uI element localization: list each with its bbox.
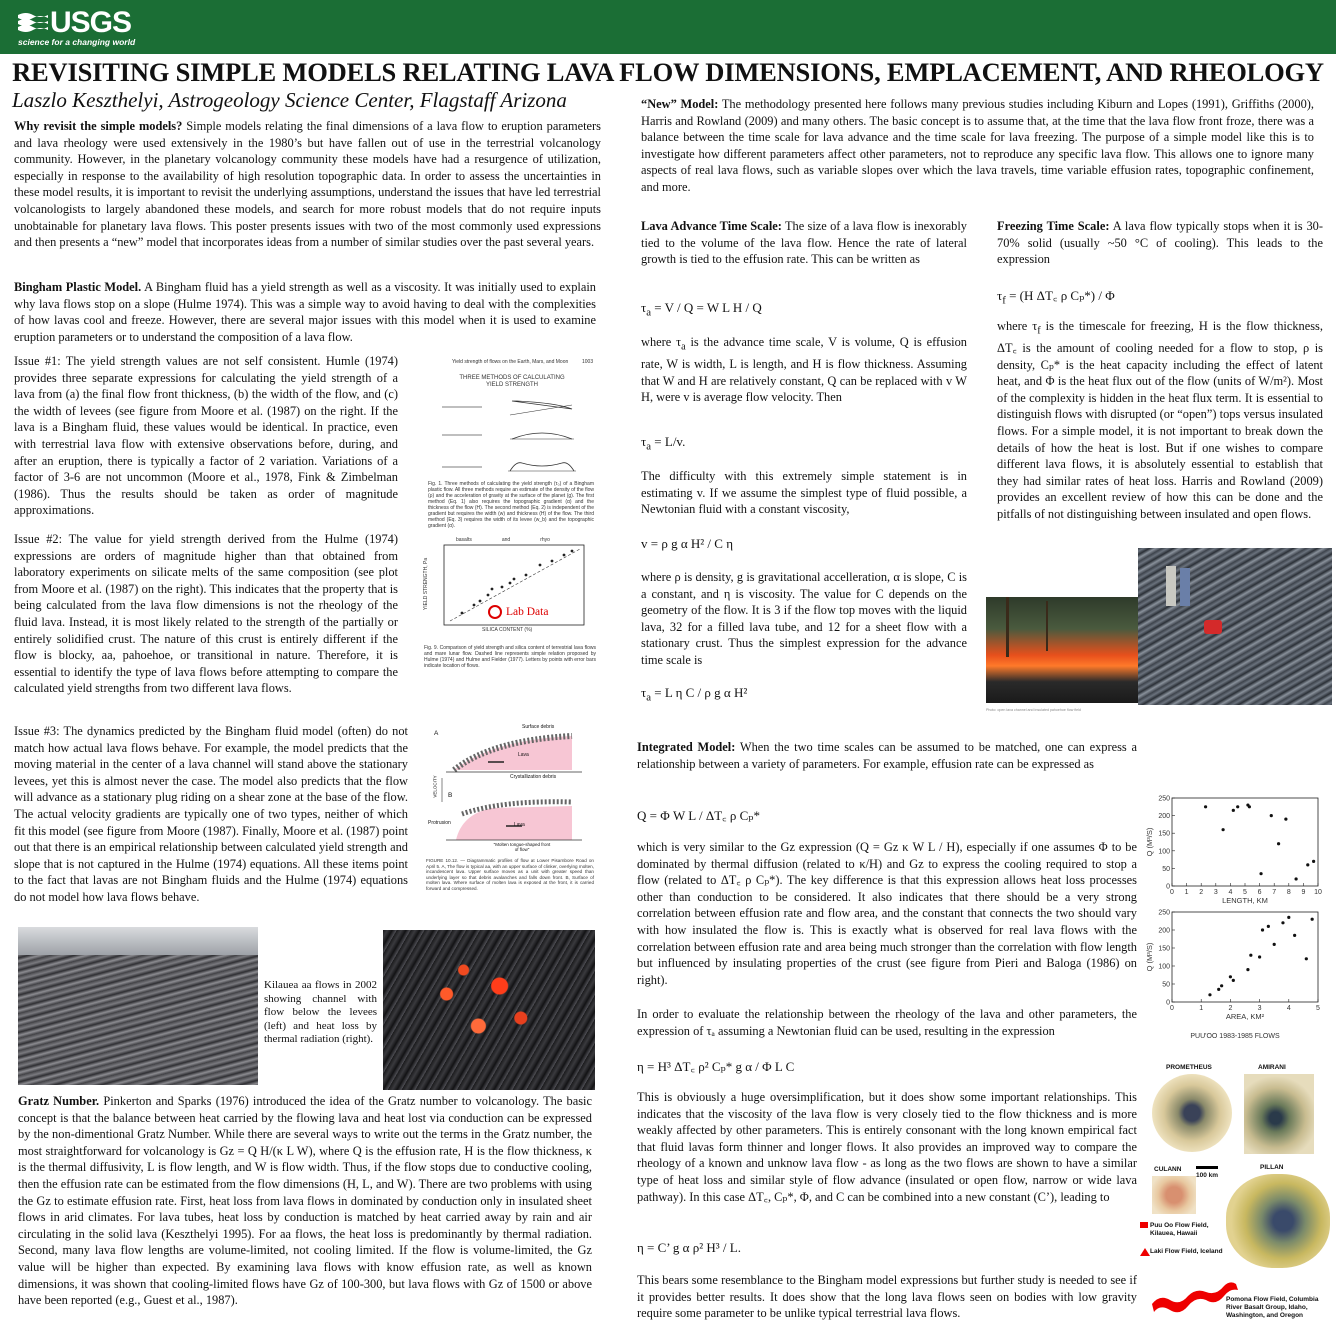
data-point [1208, 993, 1211, 996]
photo-aa-channel [18, 927, 258, 1085]
fig2-caption: Fig. 9. Comparison of yield strength and silica content of terrestrial lava flows and mare lunar flow. Dashed line represents simple relation proposed by Hulme (1974) and Hulme and Fielder (1977). Letters by points with error bars indicate location of flows. [424, 645, 596, 669]
advance-eq4-text: = L η C / ρ g α H² [654, 685, 748, 700]
bingham-section [14, 279, 596, 345]
integrated-body5: This bears some resemblance to the Bingham model expressions but further study is needed to see if it provides better results. It does show that the long lava flows seen on bodies with low gravity require some parameter to be unlike typical terrestrial lava flows. [637, 1273, 1137, 1321]
advance-body1: The size of a lava flow is inexorably tied to the volume of the lava flow. Hence the rate of lateral growth is tied to the effusion rate. This can be written as [641, 219, 967, 267]
freezing-body2: is the timescale for freezing, H is the flow thickness, ΔT꜀ is the amount of cooling needed for a flow to stop, ρ is density, Cₚ* is the heat capacity including the effect of latent heat, and Φ is the heat flux out of the flow (units of W/m²). Most of the complexity is hidden in the heat flux term. It is essential to distinguish flows with disrupted (or “open”) tops versus insulated flows. For a simple model, it is not important to break down the details of how the heat is lost. But if one wishes to compare different lava flows, it is absolutely essential to establish that they had similar rates of heat loss. Harris and Rowland (2009) provides an excellent review of how this can be done and the pitfalls of not distinguishing between insulated and open flows. [997, 319, 1323, 521]
lab-data-label: Lab Data [506, 606, 549, 618]
data-point [1284, 818, 1287, 821]
tau-sub-f: f [1002, 294, 1006, 307]
integrated-eq3: η = C’ g α ρ² H³ / L. [637, 1240, 741, 1255]
bingham-heading: Bingham Plastic Model. [14, 280, 142, 294]
photo-caption: Photo: open lava channel and insulated pahoehoe flow field [986, 708, 1081, 712]
fig2-data-point [525, 574, 528, 577]
data-point [1306, 863, 1309, 866]
tau-symbol: τ [676, 335, 682, 349]
chart-footer: PUU'OO 1983-1985 FLOWS [1190, 1033, 1280, 1040]
logo-text: USGS [50, 6, 132, 39]
y-tick-label: 100 [1158, 848, 1170, 856]
fig1-header: Yield strength of flows on the Earth, Mars, and Moon [452, 359, 569, 365]
y-axis-label: Q (M³/S) [1145, 827, 1154, 857]
fig2-data-point [509, 582, 512, 585]
fig2-data-point [491, 588, 494, 591]
fig3-diagram [422, 722, 598, 854]
integrated-section [637, 739, 1137, 772]
y-tick-label: 100 [1158, 963, 1170, 971]
fig2-data-point [487, 594, 490, 597]
issue3-text: Issue #3: The dynamics predicted by the Bingham fluid model (often) do not match how actual lava flows behave. For example, the model predicts that the moving material in the center of a lava channel will stand above the stationary levees, yet this is almost never the case. The model also predicts that the flow will advance as a stationary plug riding on a shear zone at the base of the flow. The actual velocity gradients are typically one of two types, neither of which fit this model (see figure from Moore (1987). Finally, Moore et al. (1987) point out that there is an empirical relationship between calculated yield strength and slope that is not captured in the Hulme (1974) equations. All these items point to the fact that lavas are not Bingham fluids and the Hulme (1974) equations do not model how lava flows behave. [14, 724, 408, 904]
usgs-banner [0, 0, 1336, 54]
data-point [1293, 934, 1296, 937]
data-point [1249, 954, 1252, 957]
person-figure [1180, 568, 1190, 606]
integrated-body3: In order to evaluate the relationship between the rheology of the lava and other parameters, the expression of τₐ assuming a Newtonian fluid can be used, resulting in the expression [637, 1007, 1137, 1038]
data-point [1248, 805, 1251, 808]
data-point [1270, 814, 1273, 817]
fig2-top-label-1: basalts [456, 537, 472, 543]
tau-sub-f: f [1037, 325, 1041, 337]
x-tick-label: 5 [1316, 1005, 1320, 1012]
data-point [1259, 872, 1262, 875]
bingham-body: A Bingham fluid has a yield strength as well as a viscosity. It was initially used to explain why lava flows stop on a slope (Hulme 1974). This was a simple way to avoid having to deal with the complexities of how lavas cool and freeze. However, there are several major issues with this model when it is used to examine eruption parameters or to understand the composition of a lava flow. [14, 280, 596, 344]
person-figure [1166, 566, 1176, 606]
why-section [14, 118, 601, 251]
tau-sub-a: a [646, 306, 652, 319]
kilauea-caption: Kilauea aa flows in 2002 showing channel with flow below the levees (left) and heat loss by thermal radiation (right). [264, 979, 377, 1045]
data-point [1277, 842, 1280, 845]
freezing-eq1 [997, 286, 1115, 307]
gratz-heading: Gratz Number. [18, 1094, 100, 1108]
fig3-label-tongue: "Molten tongue-shaped front of flow" [493, 842, 551, 852]
tau-symbol: τ [641, 300, 647, 315]
x-tick-label: 4 [1286, 1005, 1291, 1012]
logo-tagline: science for a changing world [18, 37, 136, 47]
integrated-body2: which is very similar to the Gz expression (Q = Gz κ W L / H), especially if one assumes Φ to be dominated by thermal diffusion (related to κ/H) and Gz to express the cooling required to stop a flow (related to ΔT꜀ ρ Cₚ*). The key difference is that this expression allows heat loss processes other than conduction to be considered. It also indicates that there should be a very strong correlation between effusion rate and flow area, and the constant that connects the two should vary with how insulated the flow is. This is exactly what is observed for real lava flows with the correlation between effusion rate and area being much stronger than the correlation with flow length but influenced by insulating properties of the crust (see figure from Pieri and Baloga (1986) on right). [637, 840, 1137, 987]
why-heading: Why revisit the simple models? [14, 119, 183, 133]
integrated-body1: When the two time scales can be assumed to be matched, one can express a relationship between a variety of parameters. For example, effusion rate can be expressed as [637, 740, 1137, 771]
issue2-text: Issue #2: The value for yield strength derived from the Hulme (1974) expressions are orders of magnitude higher than that obtained from laboratory experiments on silicate melts of the same composition (see plot from Moore et al. (1987) on the right). This indicates that the property that is being calculated from the lava flow dimensions is not the rheology of the fluid lava. Instead, it is most likely related to the strength of the partially or entirely solidified crust. The nature of this crust is entirely different if the flow is blocky, aa, pahoehoe, or transitional in nature. Therefore, it is essential to identify the type of lava flows before attempting to compare the calculated yield strengths from two different lava flows. [14, 532, 398, 696]
integrated-eq1: Q = Φ W L / ΔT꜀ ρ Cₚ* [637, 808, 760, 823]
fig1-diagram [422, 391, 598, 481]
advance-body2: is the advance time scale, V is volume, Q is effusion rate, W is width, L is length, and H is flow thickness. Assuming that W and H are relatively constant, Q can be replaced with v W H, were v is average flow velocity. Then [641, 335, 967, 405]
advance-eq3: v = ρ g α H² / C η [641, 536, 733, 551]
fig3-label-velocity: VELOCITY [432, 775, 438, 798]
y-tick-label: 0 [1166, 999, 1170, 1007]
fig2-top-labels [456, 537, 550, 543]
why-body: Simple models relating the final dimensions of a lava flow to eruption parameters and lava rheology were used extensively in the 1980’s but have fallen out of use in the terrestrial volcanology community. However, in the planetary volcanology community these models have had a resurgence of utilization, especially in response to the availability of high resolution topographic data. In order to assess the uncertainties in these model results, it is important to revisit the underlying assumptions, understand the issues that have led terrestrial volcanologists to largely abandoned these models, and search for more robust models that do not require inputs unobtainable for planetary lava flows. This poster presents issues with two of the most commonly used expressions and then presents a “new” model that incorporates ideas from a number of similar studies over the past several years. [14, 119, 601, 250]
fig2-data-point [473, 604, 476, 607]
x-tick-label: 2 [1228, 1005, 1233, 1012]
data-point [1232, 809, 1235, 812]
x-tick-label: 1 [1199, 1005, 1204, 1012]
lab-data-circle-icon [488, 605, 502, 619]
data-point [1246, 968, 1249, 971]
fig3-caption: FIGURE 10.12. — Diagrammatic profiles of flow at Lower Pisarnbore Road on April 5. A, The flow is typical aa, with an upper surface of clinker, overlying molten, incandescent lava. Upper surface moves as a unit with greater speed than underlying layer so that debris avalanches and falls down front. B, Surface of molten lava. Where surface of molten lava is exposed at the front, it is carried forward and compressed. [426, 858, 594, 891]
x-tick-label: 9 [1301, 889, 1306, 896]
fig1-caption: Fig. 1. Three methods of calculating the yield strength (τ₀) of a Bingham plastic flow. All three methods require an estimate of the density of the flow (ρ) and the acceleration of gravity at the surface of the planet (g). The first method (Eq. 1) also requires the topographic gradient (α) and the thickness of the flow (H). The second method (Eq. 2) is independent of the gradient but requires the width (w) and thickness (H) of the flow. The third method (Eq. 3) requires the width of its levee (w_b) and the topographic gradient (α). [428, 481, 594, 529]
x-tick-label: 7 [1272, 889, 1277, 896]
advance-heading: Lava Advance Time Scale: [641, 219, 782, 233]
new-model-heading: “New” Model: [641, 97, 719, 111]
data-point [1295, 877, 1298, 880]
label-scale: 100 km [1196, 1172, 1219, 1179]
fig1-page: 1003 [582, 359, 594, 365]
fig3-flow-profiles [422, 722, 598, 917]
fig2-data-point [461, 612, 464, 615]
data-point [1232, 979, 1235, 982]
fig2-data-point [501, 586, 504, 589]
freezing-heading: Freezing Time Scale: [997, 219, 1110, 233]
word-where: where [997, 319, 1028, 333]
laki-marker-icon [1140, 1248, 1150, 1256]
fig3-label-lava2: Lava [514, 822, 525, 828]
y-tick-label: 50 [1162, 981, 1170, 989]
x-tick-label: 3 [1257, 1005, 1262, 1012]
tau-symbol: τ [1032, 319, 1038, 333]
tree-trunk [1006, 597, 1009, 657]
y-tick-label: 200 [1158, 927, 1170, 935]
pieri-baloga-charts [1144, 790, 1334, 1042]
usgs-wave-icon [18, 11, 48, 35]
fig2-data-point [513, 578, 516, 581]
advance-body2-par [641, 334, 967, 406]
y-tick-label: 0 [1166, 883, 1170, 891]
label-puu-oo: Puu Oo Flow Field, Kilauea, Hawaii [1150, 1222, 1209, 1237]
fig3-label-crystallization: Crystallization debris [510, 774, 557, 780]
label-culann: CULANN [1154, 1166, 1182, 1173]
chart-area-q [1145, 910, 1320, 1041]
fig1-yield-methods [422, 355, 598, 535]
freezing-body2-par [997, 318, 1323, 523]
y-tick-label: 150 [1158, 830, 1170, 838]
x-tick-label: 0 [1170, 889, 1174, 896]
photo-lava-front [986, 597, 1138, 703]
fig2-data-point [551, 560, 554, 563]
advance-body4: where ρ is density, g is gravitational accelleration, α is slope, C is a constant, and η is viscosity. The value for C depends on the geometry of the flow. It is 3 if the flow top moves with the liquid lava, 32 for a filled lava tube, and 12 for a sheet flow with a stationary crust. Thus the simplest expression for the advance time scale is [641, 570, 967, 667]
data-point [1217, 988, 1220, 991]
x-tick-label: 4 [1228, 889, 1233, 896]
data-point [1204, 805, 1207, 808]
label-amirani: AMIRANI [1258, 1064, 1286, 1071]
person-red-jacket [1204, 620, 1222, 634]
fig3-label-protrusion: Protrusion [428, 820, 451, 826]
label-pillan: PILLAN [1260, 1164, 1284, 1171]
data-point [1305, 957, 1308, 960]
advance-eq4 [641, 685, 747, 704]
x-tick-label: 5 [1243, 889, 1247, 896]
issue1-text: Issue #1: The yield strength values are not self consistent. Humle (1974) provides three separate expressions for calculating the yield strength of a lava from (a) the final flow front thickness, (b) the width of the flow, and (c) the width of levees (see figure from Moore et al. (1987) on the right. If the lava is a Bingham fluid, these values would be identical. In practice, even with terrestrial lava flow with extensive observations before, during, and after an eruption, there is typically a factor of 2 variation. Variations of a factor of 3-6 are not uncommon (Moore et al., 1978, Fink & Zimbelman (1986). Thus the results should be taken as order of magnitude approximations. [14, 354, 398, 518]
y-axis-label: Q (M³/S) [1145, 942, 1154, 972]
y-tick-label: 150 [1158, 945, 1170, 953]
x-axis-label: LENGTH, KM [1222, 896, 1268, 905]
data-point [1311, 918, 1314, 921]
planetary-comparison [1146, 1062, 1336, 1336]
advance-eq2 [641, 434, 685, 453]
y-tick-label: 50 [1162, 865, 1170, 873]
fig3-label-b: B [448, 792, 453, 799]
x-tick-label: 3 [1213, 889, 1218, 896]
x-tick-label: 6 [1257, 889, 1262, 896]
pillan-image [1226, 1174, 1330, 1268]
fig3-label-surface: Surface debris [522, 724, 555, 730]
photo-aa-sky [18, 927, 258, 955]
fig2-ylabel: YIELD STRENGTH, Pa [423, 557, 430, 611]
data-point [1273, 943, 1276, 946]
fig2-data-point [539, 564, 542, 567]
prometheus-image [1152, 1074, 1232, 1152]
data-point [1258, 955, 1261, 958]
label-pomona: Pomona Flow Field, Columbia River Basalt Group, Idaho, Washington, and Oregon [1226, 1296, 1319, 1319]
lab-data-marker [488, 605, 548, 619]
new-model-body: The methodology presented here follows many previous studies including Kiburn and Lopes (1991), Griffiths (2000), Harris and Rowland (2009) and many others. The basic concept is to assume that, at the time that the lava flow front froze, there was a balance between the time scale for lava advance and the time scale for lava freezing. The purpose of a simple model like this is to investigate how different parameters affect other parameters, not to reproduce any specific lava flow. This allows one to ignore many aspects of real lava flows, such as variable slopes over which the lava travels, time variable effusion rates, topographic confinement, and more. [641, 97, 1314, 194]
y-tick-label: 250 [1158, 795, 1170, 803]
integrated-body4: This is obviously a huge oversimplification, but it does show some important relationships. This indicates that the viscosity of the lava flow is very closely tied to the flow thickness and is more weakly affected by other parameters. This is entirely consonant with the long known empirical fact that fluid lavas form thinner and longer flows. It also provides an improved way to compare the rheology of a known and unknow lava flow - as long as the two flows are shown to have a similar type of heat loss and similar style of flow advance (insulated or open flow, narrow or wide lava pathway). In this case ΔT꜀, Cₚ*, Φ, and C can be combined into a new constant (C’), leading to [637, 1090, 1137, 1204]
data-point [1222, 828, 1225, 831]
advance-eq1 [641, 300, 762, 319]
data-point [1281, 921, 1284, 924]
tau-symbol: τ [997, 288, 1003, 303]
advance-section [641, 218, 967, 268]
tau-symbol: τ [641, 434, 647, 449]
amirani-image [1244, 1074, 1314, 1154]
data-point [1312, 860, 1315, 863]
x-tick-label: 1 [1184, 889, 1189, 896]
fig3-label-lava: Lava [518, 752, 529, 758]
y-tick-label: 200 [1158, 813, 1170, 821]
x-tick-label: 2 [1199, 889, 1204, 896]
label-prometheus: PROMETHEUS [1166, 1064, 1212, 1071]
freezing-eq1-text: = (H ΔT꜀ ρ Cₚ*) / Φ [1009, 288, 1115, 303]
freezing-body1: A lava flow typically stops when it is 30-70% solid (usually ~50 °C of cooling). This leads to the expression [997, 219, 1324, 267]
scale-bar [1196, 1166, 1218, 1169]
y-tick-label: 250 [1158, 909, 1170, 917]
usgs-logo[interactable] [18, 8, 135, 47]
data-point [1287, 916, 1290, 919]
tau-sub-a: a [646, 440, 652, 453]
fig2-silica-plot [422, 535, 598, 705]
culann-image [1152, 1176, 1196, 1214]
data-point [1261, 928, 1264, 931]
integrated-eq2: η = H³ ΔT꜀ ρ² Cₚ* g α / Φ L C [637, 1059, 795, 1074]
word-where: where [641, 335, 672, 349]
chart-frame [1172, 798, 1318, 886]
fig2-data-point [571, 550, 574, 553]
advance-eq2-text: = L/v. [654, 434, 686, 449]
data-point [1236, 805, 1239, 808]
x-axis-label: AREA, KM² [1225, 1012, 1265, 1021]
fig1-title: THREE METHODS OF CALCULATING YIELD STRENGTH [459, 375, 565, 388]
poster-title: REVISITING SIMPLE MODELS RELATING LAVA FLOW DIMENSIONS, EMPLACEMENT, AND RHEOLOGY [12, 57, 1324, 87]
gratz-body: Pinkerton and Sparks (1976) introduced the idea of the Gratz number to volcanology. The basic concept is that the balance between heat carried by the flowing lava and heat lost via conduction can be expressed by the non-dimentional Gratz Number. While there are several ways to write out the terms in the Gratz number, the most straightforward for volcanology is Gz = Q H/(κ L W), where Q is the effusion rate, H is the flow thickness, κ is the thermal diffusivity, L is flow length, and W is flow width. Thus, if the flow stops due to conductive cooling, then the effusion rate can be estimated from the flow dimensions (H, L, and W). There are two problems with using the Gz to estimate effusion rate. First, heat loss from lava flows in dominated by conduction only in insulated sheet flows in arid climates. For lava tubes, heat loss by conduction is matched by heat carried away by rain and air circulating in the solid lava (Keszthelyi 1995). For aa flows, the heat loss is predominantly by thermal radiation. Second, many lava flow lengths are volume-limited, not cooling limited. If the flow is volume-limited, the Gz value will be higher than expected. By examining lava flows with know effusion rate, as well as known dimensions, it was shown that cooling-limited flows have Gz of 100-300, but lava flows with Gz of 1500 or above have been reported (e.g., Guest et al., 1987). [18, 1094, 592, 1308]
advance-eq1-text: = V / Q = W L H / Q [654, 300, 762, 315]
x-tick-label: 0 [1170, 1005, 1174, 1012]
fig2-xlabel: SILICA CONTENT (%) [482, 627, 533, 633]
x-tick-label: 10 [1314, 889, 1322, 896]
data-point [1220, 984, 1223, 987]
fig2-top-label-3: rhyo [540, 537, 550, 543]
chart-length-q [1145, 796, 1322, 906]
puu-oo-marker-icon [1140, 1222, 1148, 1228]
tau-symbol: τ [641, 685, 647, 700]
tree-trunk [1046, 601, 1048, 651]
integrated-heading: Integrated Model: [637, 740, 736, 754]
label-laki: Laki Flow Field, Iceland [1150, 1248, 1223, 1255]
new-model-section [641, 96, 1314, 196]
x-tick-label: 8 [1286, 889, 1291, 896]
data-point [1229, 975, 1232, 978]
photo-thermal-radiation [383, 930, 595, 1090]
fig2-top-label-2: and [501, 537, 511, 543]
fig2-data-point [563, 554, 566, 557]
advance-body3: The difficulty with this extremely simple statement is in estimating v. If we assume the simplest type of fluid possible, a Newtonian fluid with a constant viscosity, [641, 469, 967, 517]
data-point [1267, 925, 1270, 928]
photo-pahoehoe-field [1138, 548, 1332, 705]
fig3-label-a: A [434, 730, 439, 737]
poster-author: Laszlo Keszthelyi, Astrogeology Science Center, Flagstaff Arizona [12, 88, 567, 112]
gratz-section [18, 1093, 592, 1309]
tau-sub-a: a [646, 691, 652, 704]
freezing-section [997, 218, 1323, 268]
chart-frame [1172, 912, 1318, 1002]
fig2-data-point [479, 600, 482, 603]
tau-sub-a: a [681, 341, 686, 353]
